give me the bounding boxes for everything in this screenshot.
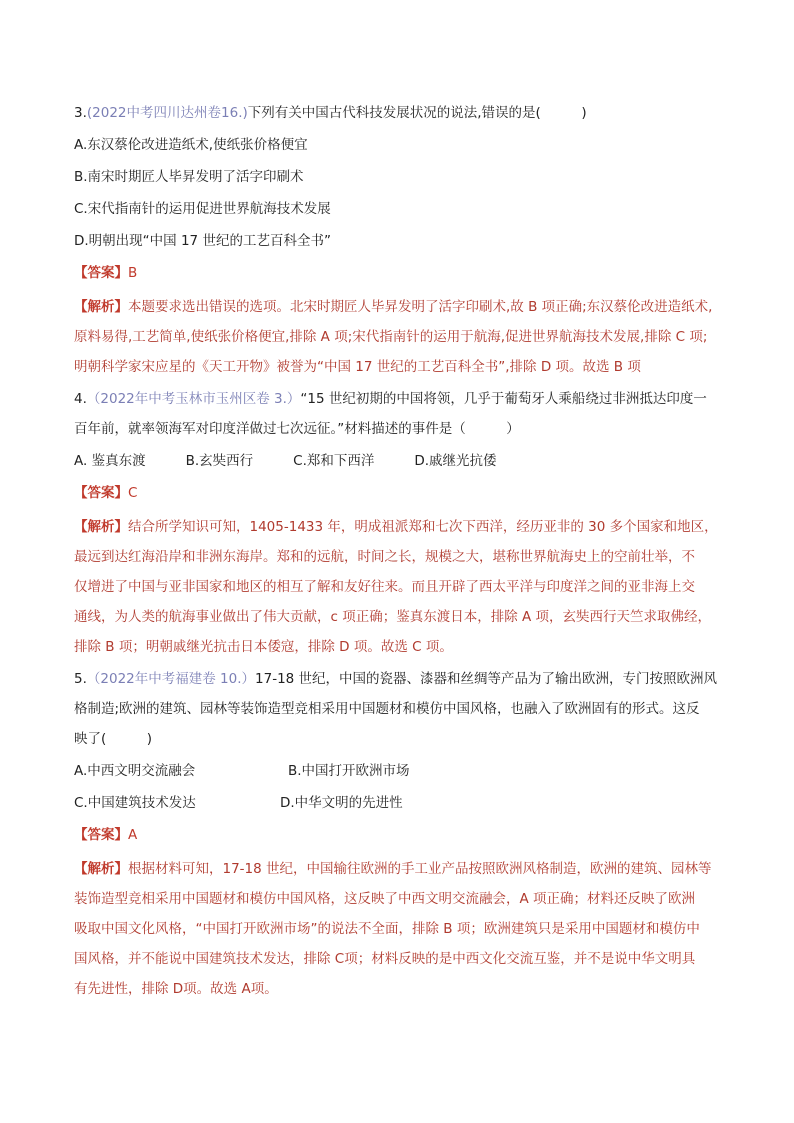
document-page <box>74 100 736 1004</box>
option-a: A. 鉴真东渡 <box>74 453 146 469</box>
question-5-stem <box>74 664 736 754</box>
answer-row <box>74 480 736 506</box>
analysis-block <box>74 292 736 382</box>
answer-value: A <box>128 827 138 843</box>
question-source: （2022年中考玉林市玉州区卷 3.） <box>86 391 301 407</box>
question-text: 下列有关中国古代科技发展状况的说法,错误的是( ) <box>247 105 587 121</box>
option-d: D.明朝出现“中国 17 世纪的工艺百科全书” <box>74 233 331 249</box>
analysis-line: 装饰造型竞相采用中国题材和模仿中国风格，这反映了中西文明交流融会，A 项正确；材料还反映了欧洲 <box>74 891 696 907</box>
analysis-line: 通线，为人类的航海事业做出了伟大贡献，c 项正确；鉴真东渡日本，排除 A 项，玄奘西行天竺求取佛经， <box>74 609 712 625</box>
analysis-line: 排除 B 项；明朝戚继光抗击日本倭寇，排除 D 项。故选 C 项。 <box>74 639 453 655</box>
question-text: 百年前，就率领海军对印度洋做过七次远征。”材料描述的事件是（ ） <box>74 421 520 437</box>
question-number: 5. <box>74 671 87 687</box>
analysis-line: 【解析】本题要求选出错误的选项。北宋时期匠人毕昇发明了活字印刷术,故 B 项正确;东汉蔡伦改进造纸术, <box>74 299 713 315</box>
option-d: D.戚继光抗倭 <box>414 453 497 469</box>
answer-label: 【答案】 <box>74 485 128 501</box>
analysis-line: 有先进性，排除 D项。故选 A项。 <box>74 981 278 997</box>
analysis-line: 【解析】根据材料可知，17-18 世纪，中国输往欧洲的手工业产品按照欧洲风格制造，欧洲的建筑、园林等 <box>74 861 712 877</box>
answer-row <box>74 260 736 286</box>
question-5 <box>74 664 736 1004</box>
option-b: B.玄奘西行 <box>185 453 254 469</box>
option-c: C.郑和下西洋 <box>293 453 375 469</box>
analysis-line: 仅增进了中国与亚非国家和地区的相互了解和友好往来。而且开辟了西太平洋与印度洋之间的亚非海上交 <box>74 579 695 595</box>
question-3 <box>74 100 736 382</box>
option-c: C.宋代指南针的运用促进世界航海技术发展 <box>74 201 331 217</box>
options-row <box>74 758 736 784</box>
answer-label: 【答案】 <box>74 265 128 281</box>
answer-value: B <box>128 265 138 281</box>
answer-row <box>74 822 736 848</box>
question-text: “15 世纪初期的中国将领，几乎于葡萄牙人乘船绕过非洲抵达印度一 <box>300 391 707 407</box>
analysis-line: 国风格，并不能说中国建筑技术发达，排除 C项；材料反映的是中西文化交流互鉴，并不是说中华文明具 <box>74 951 696 967</box>
analysis-label: 【解析】 <box>74 519 128 535</box>
question-source: (2022中考四川达州卷16.) <box>86 105 248 121</box>
analysis-line: 最远到达红海沿岸和非洲东海岸。郑和的远航，时间之长，规模之大，堪称世界航海史上的空前壮举，不 <box>74 549 695 565</box>
analysis-block <box>74 854 736 1004</box>
analysis-line: 吸取中国文化风格，“中国打开欧洲市场”的说法不全面，排除 B 项；欧洲建筑只是采用中国题材和模仿中 <box>74 921 700 937</box>
option-b: B.中国打开欧洲市场 <box>288 763 410 779</box>
question-number: 4. <box>74 391 87 407</box>
answer-value: C <box>128 485 138 501</box>
question-text: 格制造;欧洲的建筑、园林等装饰造型竞相采用中国题材和模仿中国风格，也融入了欧洲固有的形式。这反 <box>74 701 700 717</box>
question-3-stem <box>74 100 736 126</box>
analysis-line: 原料易得,工艺简单,使纸张价格便宜,排除 A 项;宋代指南针的运用于航海,促进世界航海技术发展,排除 C 项; <box>74 329 708 345</box>
analysis-block <box>74 512 736 662</box>
analysis-line: 明朝科学家宋应星的《天工开物》被誉为“中国 17 世纪的工艺百科全书”,排除 D 项。故选 B 项 <box>74 359 641 375</box>
question-4-stem <box>74 384 736 444</box>
option-c: C.中国建筑技术发达 <box>74 795 196 811</box>
options-row <box>74 790 736 816</box>
question-4 <box>74 384 736 662</box>
question-text: 17-18 世纪，中国的瓷器、漆器和丝绸等产品为了输出欧洲，专门按照欧洲风 <box>255 671 718 687</box>
question-number: 3. <box>74 105 87 121</box>
option-d: D.中华文明的先进性 <box>280 795 403 811</box>
analysis-label: 【解析】 <box>74 299 128 315</box>
question-source: （2022年中考福建卷 10.） <box>86 671 256 687</box>
option-a: A.东汉蔡伦改进造纸术,使纸张价格便宜 <box>74 137 308 153</box>
option-b: B.南宋时期匠人毕昇发明了活字印刷术 <box>74 169 304 185</box>
options-row <box>74 448 736 474</box>
answer-label: 【答案】 <box>74 827 128 843</box>
question-text: 映了( ) <box>74 731 153 747</box>
analysis-line: 【解析】结合所学知识可知，1405-1433 年，明成祖派郑和七次下西洋，经历亚非的 30 多个国家和地区， <box>74 519 718 535</box>
option-a: A.中西文明交流融会 <box>74 763 196 779</box>
analysis-label: 【解析】 <box>74 861 128 877</box>
